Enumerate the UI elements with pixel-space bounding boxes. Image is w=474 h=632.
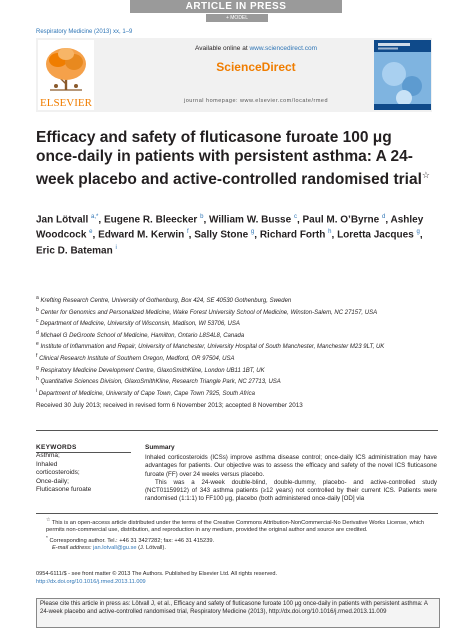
- affiliation-letter: f: [36, 352, 38, 359]
- doi-link[interactable]: http://dx.doi.org/10.1016/j.rmed.2013.11.009: [36, 578, 146, 585]
- affiliation-letter: e: [36, 341, 39, 348]
- sciencedirect-logo[interactable]: ScienceDirect: [216, 60, 296, 74]
- author-name[interactable]: Eric D. Bateman: [36, 244, 113, 256]
- affiliation-item: [36, 352, 446, 364]
- author-name[interactable]: Edward M. Kerwin: [98, 229, 185, 241]
- affiliation-letter: c: [36, 318, 39, 325]
- elsevier-wordmark: ELSEVIER: [40, 97, 92, 109]
- available-prefix: Available online at: [194, 45, 250, 52]
- affiliation-text: Clinical Research Institute of Southern Oregon, Medford, OR 97504, USA: [39, 355, 235, 362]
- affiliation-item: [36, 340, 446, 352]
- title-footnote-marker[interactable]: ☆: [421, 170, 430, 180]
- affiliation-text: Department of Medicine, University of Cape Town, Cape Town 7925, South Africa: [38, 390, 255, 397]
- elsevier-logo: [38, 40, 94, 110]
- author-name[interactable]: William W. Busse: [209, 214, 292, 226]
- author-name[interactable]: Richard Forth: [259, 229, 326, 241]
- affiliation-text: Krefting Research Centre, University of Gothenburg, Box 424, SE 40530 Gothenburg, Sweden: [40, 298, 292, 304]
- affiliation-text: Center for Genomics and Personalized Medicine, Wake Forest University School of Medicine, Winston-Salem, NC 27157, USA: [40, 309, 378, 316]
- author-name[interactable]: Paul M. O’Byrne: [302, 214, 380, 226]
- sciencedirect-link[interactable]: www.sciencedirect.com: [249, 45, 317, 52]
- author-affiliation-marker[interactable]: f: [186, 229, 189, 236]
- author-affiliation-marker[interactable]: g: [416, 229, 420, 236]
- author-separator: ,: [203, 214, 209, 226]
- affiliation-item: [36, 387, 446, 399]
- citation-box: Please cite this article in press as: Lötvall J, et al., Efficacy and safety of fluticasone furoate 100 μg once-daily in patients with persistent asthma: A 24-week placebo and active-controlled randomised trial, Respiratory Medicine (2013), http://dx.doi.org/10.1016/j.rmed.2013.11.009: [36, 598, 440, 628]
- footnotes: [36, 517, 438, 552]
- keyword-item: Once-daily;: [36, 477, 69, 485]
- summary-heading: Summary: [145, 444, 175, 451]
- license-text: This is an open-access article distributed under the terms of the Creative Commons Attribution-NonCommercial-No Derivative Works License, which permits non-commercial use, distribution, and reproduction in any medium, provided the original author and source are credited.: [46, 519, 425, 534]
- affiliation-item: [36, 294, 446, 306]
- author-separator: ,: [92, 229, 99, 241]
- footnote-marker: ☆: [46, 518, 51, 523]
- journal-reference-link[interactable]: Respiratory Medicine (2013) xx, 1–9: [36, 29, 133, 35]
- journal-homepage-line[interactable]: journal homepage: www.elsevier.com/locate/rmed: [183, 98, 329, 104]
- affiliation-text: Respiratory Medicine Development Centre, GlaxoSmithKline, London UB11 1BT, UK: [40, 367, 265, 374]
- corresponding-author-footnote: [36, 535, 438, 545]
- author-affiliation-marker[interactable]: d: [381, 214, 386, 220]
- author-name[interactable]: Loretta Jacques: [337, 229, 414, 241]
- author-list: [36, 211, 436, 257]
- affiliation-list: [36, 294, 446, 398]
- email-suffix: (J. Lötvall).: [138, 545, 166, 551]
- author-separator: ,: [331, 229, 338, 241]
- summary-paragraph: This was a 24-week double-blind, double-dummy, placebo- and active-controlled study (NCT01159912) of 343 asthma patients (≥12 years) not controlled by their current ICS. Patients were randomised (1:1:1) to FF100 μg, placebo (both administered once-daily [OD] via: [145, 478, 437, 503]
- keywords-list: [36, 452, 91, 495]
- corresponding-text: Corresponding author. Tel.: +46 31 3427282; fax: +46 31 415239.: [49, 537, 215, 544]
- footnote-marker: *: [46, 535, 48, 541]
- divider: [36, 430, 438, 431]
- issn-line: 0954-6111/$ - see front matter © 2013 The Authors. Published by Elsevier Ltd. All rights reserved.: [36, 571, 278, 577]
- affiliation-text: Institute of Inflammation and Repair, University of Manchester, University Hospital of South Manchester, Manchester M23 9LT, UK: [40, 344, 385, 351]
- journal-cover-image: [374, 40, 431, 110]
- author-name[interactable]: Jan Lötvall: [36, 214, 89, 226]
- affiliation-text: Michael G DeGroote School of Medicine, Hamilton, Ontario L8S4L8, Canada: [40, 332, 245, 339]
- author-name[interactable]: Sally Stone: [194, 229, 249, 241]
- author-separator: ,: [98, 214, 104, 226]
- email-label: E-mail address:: [52, 545, 92, 551]
- affiliation-item: [36, 364, 446, 376]
- author-name[interactable]: Eugene R. Bleecker: [103, 214, 198, 226]
- keyword-item: corticosteroids;: [36, 469, 80, 477]
- affiliation-letter: b: [36, 306, 39, 313]
- author-affiliation-marker[interactable]: b: [200, 214, 204, 220]
- available-online-line: [136, 45, 376, 52]
- affiliation-letter: d: [36, 329, 39, 336]
- author-affiliation-marker[interactable]: c: [293, 214, 297, 220]
- email-line: [36, 545, 438, 552]
- author-affiliation-marker[interactable]: a,*: [91, 214, 99, 220]
- author-affiliation-marker[interactable]: i: [115, 244, 117, 251]
- affiliation-text: Quantitative Sciences Division, GlaxoSmithKline, Research Triangle Park, NC 27713, USA: [40, 379, 281, 386]
- received-dates: Received 30 July 2013; received in revised form 6 November 2013; accepted 8 November 2013: [36, 402, 303, 409]
- author-affiliation-marker[interactable]: h: [328, 229, 332, 236]
- article-title-text: Efficacy and safety of fluticasone furoate 100 μg once-daily in patients with persistent asthma: A 24-week placebo and active-controlled randomised trial: [36, 129, 422, 189]
- affiliation-item: [36, 306, 446, 318]
- affiliation-letter: i: [36, 387, 38, 394]
- affiliation-letter: a: [36, 295, 39, 301]
- author-separator: ,: [385, 214, 391, 226]
- author-separator: ,: [254, 229, 260, 241]
- summary-paragraph: Inhaled corticosteroids (ICSs) improve asthma disease control; once-daily ICS administration may have advantages for patients. Our objective was to assess the efficacy and safety of the novel ICS fluticasone furoate (FF) over 24 weeks versus placebo.: [145, 454, 437, 478]
- author-name[interactable]: Ashley Woodcock: [36, 214, 424, 241]
- affiliation-text: Department of Medicine, University of Wisconsin, Madison, WI 53706, USA: [40, 321, 240, 328]
- author-affiliation-marker[interactable]: e: [89, 229, 93, 236]
- author-separator: ,: [296, 214, 303, 226]
- keyword-item: Inhaled: [36, 460, 58, 468]
- author-affiliation-marker[interactable]: g: [250, 229, 255, 236]
- keyword-item: Asthma;: [36, 452, 60, 459]
- author-separator: ,: [188, 229, 195, 241]
- article-in-press-banner: ARTICLE IN PRESS: [130, 0, 342, 13]
- affiliation-item: [36, 329, 446, 341]
- article-title: [36, 128, 436, 189]
- affiliation-item: [36, 375, 446, 387]
- email-link[interactable]: jan.lotvall@gu.se: [93, 545, 137, 551]
- model-tag: + MODEL: [206, 14, 268, 22]
- keywords-heading: KEYWORDS: [36, 444, 77, 451]
- issn-block: [36, 571, 277, 586]
- divider: [36, 513, 438, 514]
- affiliation-item: [36, 317, 446, 329]
- affiliation-letter: h: [36, 376, 39, 383]
- license-footnote: [36, 517, 438, 535]
- summary-body: [145, 454, 437, 504]
- affiliation-letter: g: [36, 364, 39, 371]
- author-separator: ,: [419, 229, 423, 241]
- keyword-item: Fluticasone furoate: [36, 486, 92, 494]
